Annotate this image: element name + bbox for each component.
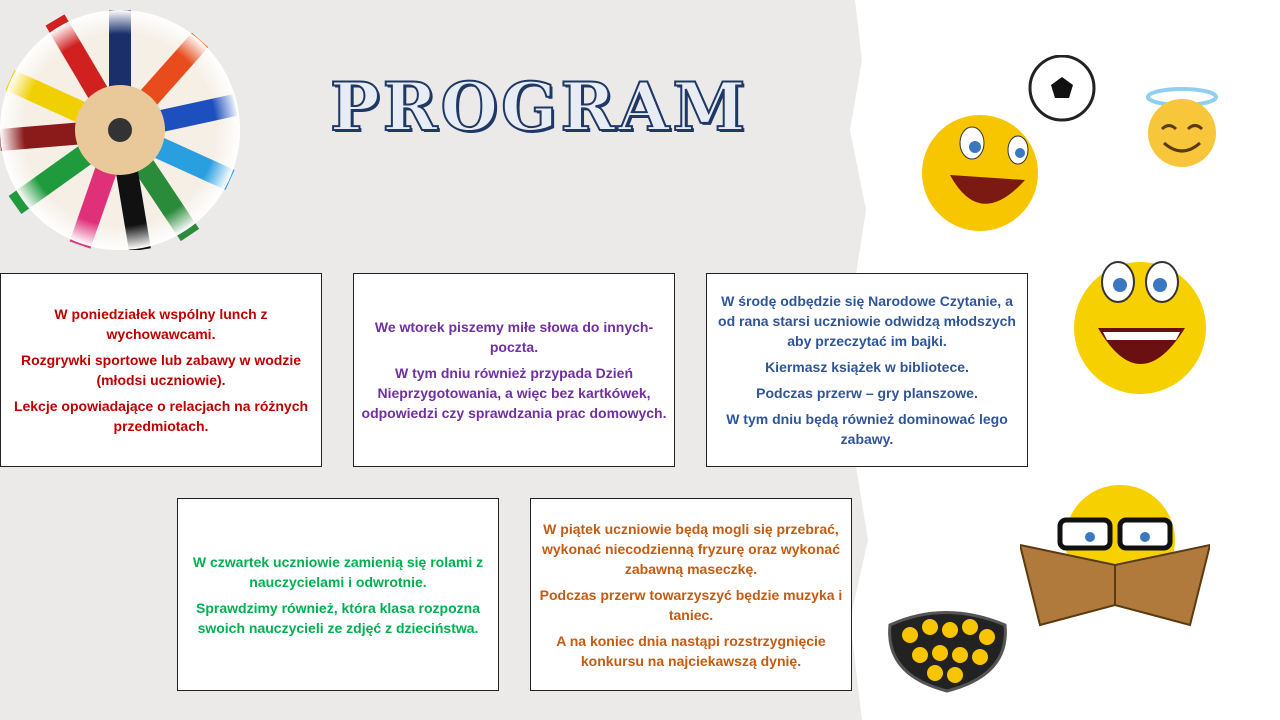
- wednesday-text-2: Kiermasz książek w bibliotece.: [765, 359, 969, 375]
- wednesday-text-1: W środę odbędzie się Narodowe Czytanie, a od rana starsi uczniowie odwidzą młodszych aby przeczytać im bajki.: [718, 293, 1016, 349]
- angel-smiley-icon: [1140, 85, 1225, 170]
- tuesday-program-box: [353, 273, 675, 467]
- monday-text-1: W poniedziałek wspólny lunch z wychowawcami.: [54, 306, 268, 342]
- monday-program-box: [0, 273, 322, 467]
- emoji-face-mask-icon: [885, 605, 1010, 693]
- slide-title: PROGRAM: [330, 68, 749, 146]
- thursday-text-1: W czwartek uczniowie zamienią się rolami z nauczycielami i odwrotnie.: [192, 553, 484, 590]
- smiley-soccer-icon: [920, 55, 1100, 235]
- tuesday-text-1: We wtorek piszemy miłe słowa do innych- poczta.: [374, 319, 654, 355]
- thursday-program-box: [177, 498, 499, 691]
- monday-text-3: Lekcje opowiadające o relacjach na różnych przedmiotach.: [13, 398, 309, 434]
- reading-smiley-icon: [1020, 485, 1210, 630]
- tuesday-text-2: W tym dniu również przypada Dzień Nieprzygotowania, a więc bez kartkówek, odpowiedzi czy sprawdzania prac domowych.: [361, 365, 667, 421]
- wednesday-program-box: [706, 273, 1028, 467]
- friday-text-1: W piątek uczniowie będą mogli się przebrać, wykonać niecodzienną fryzurę oraz wykonać zabawną maseczkę.: [542, 520, 840, 577]
- thursday-text-2: Sprawdzimy również, która klasa rozpozna swoich nauczycieli ze zdjęć z dzieciństwa.: [196, 599, 480, 636]
- laughing-smiley-icon: [1070, 240, 1210, 405]
- monday-text-2: Rozgrywki sportowe lub zabawy w wodzie (młodsi uczniowie).: [20, 352, 302, 388]
- friday-program-box: [530, 498, 852, 691]
- colored-pencils-image: [0, 10, 240, 250]
- friday-text-2: Podczas przerw towarzyszyć będzie muzyka i taniec.: [539, 586, 843, 623]
- wednesday-text-3: Podczas przerw – gry planszowe.: [756, 385, 978, 401]
- wednesday-text-4: W tym dniu będą również dominować lego zabawy.: [726, 411, 1008, 447]
- friday-text-3: A na koniec dnia nastąpi rozstrzygnięcie konkursu na najciekawszą dynię.: [556, 632, 826, 669]
